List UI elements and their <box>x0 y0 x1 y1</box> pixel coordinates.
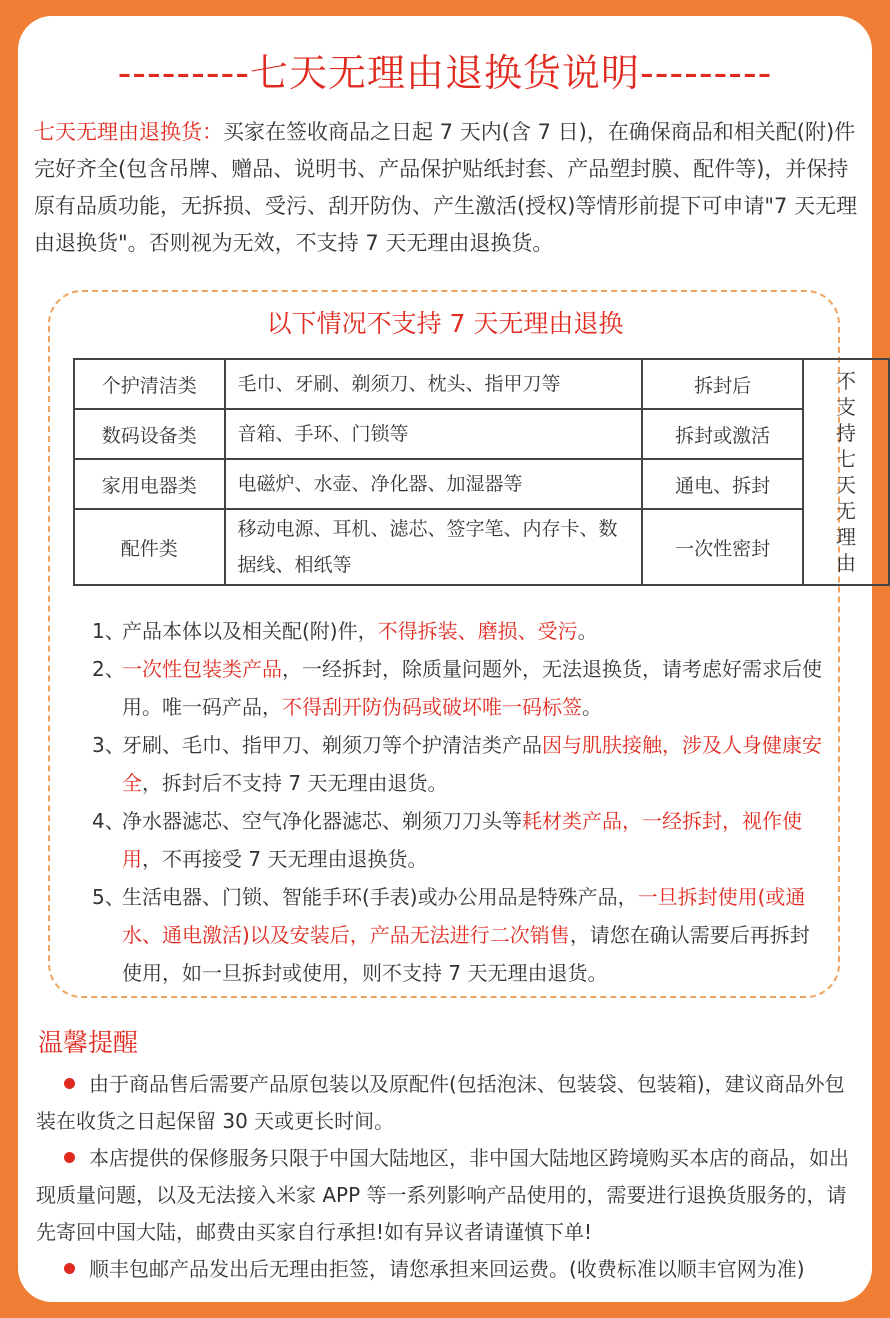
tip-text: 顺丰包邮产品发出后无理由拒签，请您承担来回运费。(收费标准以顺丰官网为准) <box>89 1257 805 1281</box>
list-item <box>92 878 822 992</box>
list-item <box>36 1066 854 1140</box>
table-row <box>74 359 889 409</box>
intro-paragraph <box>34 114 858 262</box>
table-row <box>74 459 889 509</box>
item-text: 生活电器、门锁、智能手环(手表)或办公用品是特殊产品， <box>122 885 638 909</box>
list-item <box>36 1251 854 1288</box>
tip-text: 由于商品售后需要产品原包装以及原配件(包括泡沫、包装袋、包装箱)，建议商品外包装在收货之日起保留 30 天或更长时间。 <box>36 1072 845 1133</box>
bullet-dot-icon <box>64 1263 75 1274</box>
table-row <box>74 509 889 585</box>
not-supported-char: 持 <box>836 421 857 445</box>
bullet-dot-icon <box>64 1152 75 1163</box>
list-item <box>36 1140 854 1251</box>
list-item <box>92 650 822 726</box>
list-item <box>92 802 822 878</box>
item-highlight: 不得拆装、磨损、受污 <box>377 619 578 643</box>
item-text: 牙刷、毛巾、指甲刀、剃须刀等个护清洁类产品 <box>122 733 542 757</box>
item-text: 产品本体以及相关配(附)件， <box>122 619 378 643</box>
item-text: ，一经拆封，除质量问题外，无法退换货，请考虑好需求后使用。唯一码产品， <box>122 657 822 719</box>
item-number: 4、 <box>92 809 125 833</box>
intro-label: 七天无理由退换货： <box>34 120 223 144</box>
items-cell: 移动电源、耳机、滤芯、签字笔、内存卡、数据线、相纸等 <box>225 509 643 585</box>
exceptions-title: 以下情况不支持 7 天无理由退换 <box>266 309 624 338</box>
item-number: 5、 <box>92 885 125 909</box>
list-item <box>92 612 822 650</box>
not-supported-char: 天 <box>836 473 857 497</box>
item-text: ，拆封后不支持 7 天无理由退货。 <box>142 771 448 795</box>
table-row <box>74 409 889 459</box>
item-highlight: 因与肌肤接触，涉及人身健康安全 <box>122 733 822 795</box>
page-title: ---------七天无理由退换货说明--------- <box>117 51 773 95</box>
item-number: 2、 <box>92 657 125 681</box>
bullet-dot-icon <box>64 1078 75 1089</box>
not-supported-char: 七 <box>836 447 857 471</box>
category-cell: 数码设备类 <box>74 409 225 459</box>
condition-cell: 通电、拆封 <box>642 459 803 509</box>
category-cell: 家用电器类 <box>74 459 225 509</box>
not-supported-char: 理 <box>836 525 857 549</box>
exceptions-table <box>73 358 890 586</box>
rules-list <box>92 612 822 992</box>
condition-cell: 拆封后 <box>642 359 803 409</box>
category-cell: 配件类 <box>74 509 225 585</box>
not-supported-char: 不 <box>836 369 857 393</box>
item-text: ，请您在确认需要后再拆封使用，如一旦拆封或使用，则不支持 7 天无理由退货。 <box>122 923 810 985</box>
item-text: 净水器滤芯、空气净化器滤芯、剃须刀刀头等 <box>122 809 522 833</box>
item-number: 3、 <box>92 733 125 757</box>
items-cell: 音箱、手环、门锁等 <box>225 409 643 459</box>
item-highlight: 一旦拆封使用(或通水、通电激活)以及安装后，产品无法进行二次销售 <box>122 885 806 947</box>
list-item <box>92 726 822 802</box>
item-text: 。 <box>577 619 598 643</box>
category-cell: 个护清洁类 <box>74 359 225 409</box>
item-number: 1、 <box>92 619 125 643</box>
intro-text: 买家在签收商品之日起 7 天内(含 7 日)，在确保商品和相关配(附)件完好齐全(包含吊牌、赠品、说明书、产品保护贴纸封套、产品塑封膜、配件等)，并保持原有品质功能，无拆损、受污、刮开防伪、产生激活(授权)等情形前提下可申请"7 天无理由退换货"。否则视为无效，不支持 7 天无理由退换货。 <box>34 120 858 255</box>
item-text: ，不再接受 7 天无理由退换货。 <box>142 847 428 871</box>
tips-title: 温馨提醒 <box>38 1028 139 1057</box>
items-cell: 毛巾、牙刷、剃须刀、枕头、指甲刀等 <box>225 359 643 409</box>
tip-text: 本店提供的保修服务只限于中国大陆地区，非中国大陆地区跨境购买本店的商品，如出现质量问题，以及无法接入米家 APP 等一系列影响产品使用的，需要进行退换货服务的，请先寄回中国大陆，邮费由买家自行承担!如有异议者请谨慎下单! <box>36 1146 849 1244</box>
items-cell: 电磁炉、水壶、净化器、加湿器等 <box>225 459 643 509</box>
condition-cell: 拆封或激活 <box>642 409 803 459</box>
item-highlight: 耗材类产品，一经拆封，视作使用 <box>122 809 802 871</box>
item-highlight: 不得刮开防伪码或破坏唯一码标签 <box>282 695 582 719</box>
item-text: 。 <box>582 695 602 719</box>
not-supported-char: 支 <box>836 395 857 419</box>
not-supported-char: 无 <box>836 499 857 523</box>
condition-cell: 一次性密封 <box>642 509 803 585</box>
tips-list <box>36 1066 854 1288</box>
not-supported-cell <box>803 359 889 585</box>
item-highlight: 一次性包装类产品 <box>122 657 282 681</box>
not-supported-char: 由 <box>836 551 857 575</box>
